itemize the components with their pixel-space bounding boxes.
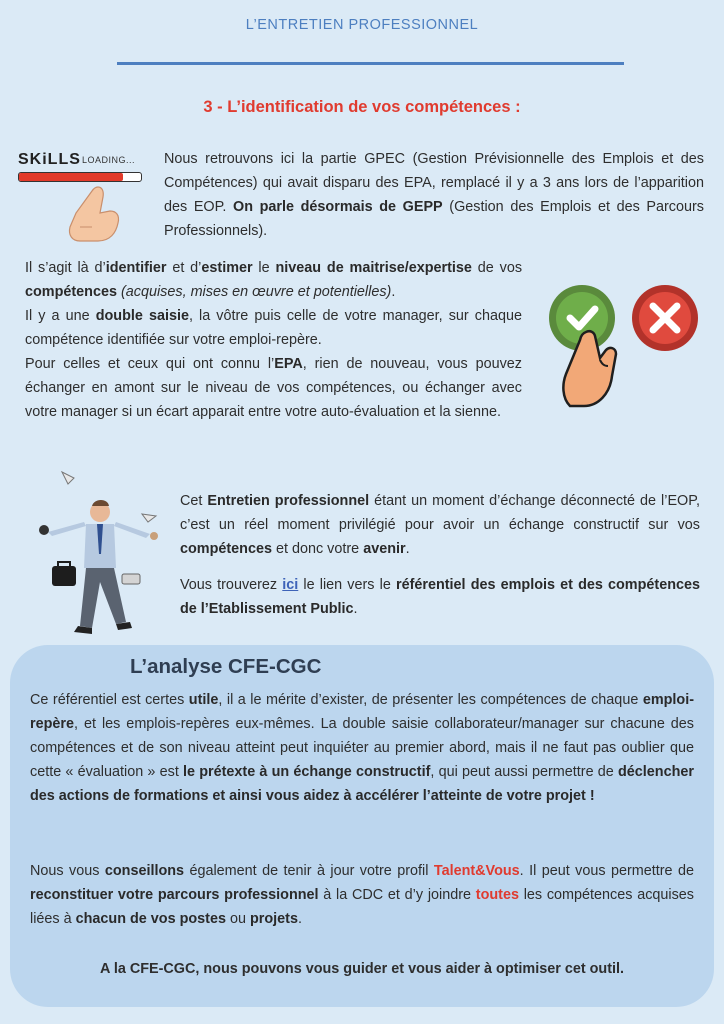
bold-run: déclencher des actions de formations et ainsi vous aidez à accélérer l’atteinte de votre projet ! [30,764,694,804]
text-run: . [353,601,358,617]
header-divider [117,62,624,65]
bold-run: référentiel des emplois et des compétences de l’Etablissement Public [180,577,700,617]
bold-run: avenir [363,541,406,557]
text-run: ou [225,911,250,927]
text-run: . [391,284,396,300]
bold-run: chacun de vos postes [75,911,226,927]
text-run: Cet [180,493,208,509]
validate-reject-buttons-illustration [540,280,710,410]
skills-loading-illustration [18,145,158,245]
document-title: L’ENTRETIEN PROFESSIONNEL [245,17,479,33]
section-title: 3 - L’identification de vos compétences : [203,98,521,116]
flying-paper-icon [62,472,74,484]
juggling-businessman-illustration [30,470,170,635]
text-run: Nous retrouvons ici la partie GPEC (Gestion Prévisionnelle des Emplois et des Compétences) qui avait disparu des EPA, remplacé il y a 3 ans lors de l’apparition des EOP. [164,151,704,215]
text-run: (Gestion des Emplois et des Parcours Professionnels). [164,199,704,239]
talent-vous-highlight: Talent&Vous [433,863,520,879]
bold-run: utile [188,692,219,708]
flying-paper-icon [142,514,156,522]
bold-run: estimer [201,260,253,276]
text-run: , il a le mérite d’exister, de présenter les compétences de chaque [218,692,643,708]
text-run: et donc votre [271,541,364,557]
bold-run: Entretien professionnel [207,493,370,509]
bold-run: le prétexte à un échange constructif [183,764,431,780]
bold-run: compétences [180,541,272,557]
cfe-conclusion: A la CFE-CGC, nous pouvons vous guider et vous aider à optimiser cet outil. [99,961,624,977]
bold-run: EPA [274,356,303,372]
text-run: , la vôtre puis celle de votre manager, sur chaque compétence identifiée sur votre emploi-repère. [25,308,522,348]
bold-run: projets [249,911,298,927]
identification-paragraph [25,256,522,424]
text-run: , rien de nouveau, vous pouvez échanger en amont sur le niveau de vos compétences, ou échanger avec votre manager si un écart apparait entre votre auto-évaluation et la sienne. [25,356,522,420]
text-run: , et les emplois-repères eux-mêmes. La double saisie collaborateur/manager sur chacune des compétences et de son niveau atteint peut inquiéter au premier abord, mais il ne faut pas oublier que cette « évaluation » est [30,716,694,780]
bold-run: compétences [25,284,117,300]
bold-run: double saisie [95,308,189,324]
text-run: Nous vous [30,863,105,879]
text-run: Il y a une [25,308,96,324]
text-run: Vous trouverez [180,577,283,593]
exchange-paragraph [180,489,700,561]
bold-run: reconstituer votre parcours professionnel [30,887,319,903]
text-run: le [252,260,276,276]
text-run: à la CDC et d’y joindre [318,887,476,903]
skills-progress-fill [19,173,123,181]
cfe-paragraph-1 [30,688,694,808]
text-run: de vos [471,260,523,276]
bold-run: niveau de maitrise/expertise [275,260,472,276]
text-run: Pour celles et ceux qui ont connu l’ [25,356,275,372]
text-run: , qui peut aussi permettre de [430,764,618,780]
bold-run: conseillons [104,863,185,879]
text-run: le lien vers le [298,577,396,593]
referentiel-paragraph [180,573,700,621]
skills-text: SKiLLS [18,151,81,168]
cfe-analysis-title: L’analyse CFE-CGC [130,655,322,678]
text-run: . [297,911,302,927]
bold-run: emploi-repère [30,692,694,732]
briefcase-icon [52,566,76,586]
text-run: . Il peut vous permettre de [519,863,694,879]
toutes-highlight: toutes [475,887,519,903]
text-run: et d’ [166,260,202,276]
bold-run: On parle désormais de GEPP [233,199,443,215]
skills-progress-bar [18,172,142,182]
italic-run: (acquises, mises en œuvre et potentielles) [116,284,392,300]
text-run: étant un moment d’échange déconnecté de l’EOP, c’est un réel moment privilégié pour avoir un échange constructif sur vos [180,493,700,533]
text-run: les compétences acquises liées à [30,887,695,927]
text-run: également de tenir à jour votre profil [184,863,434,879]
loading-text: LOADING... [82,155,136,165]
referentiel-link[interactable]: ici [282,577,299,593]
bold-run: identifier [105,260,167,276]
text-run: Il s’agit là d’ [25,260,106,276]
cfe-paragraph-2 [30,859,694,931]
text-run: Ce référentiel est certes [30,692,189,708]
text-run: . [405,541,410,557]
gpec-paragraph [164,147,704,243]
pointing-hand-icon [58,183,128,243]
cross-button-icon [632,285,698,351]
